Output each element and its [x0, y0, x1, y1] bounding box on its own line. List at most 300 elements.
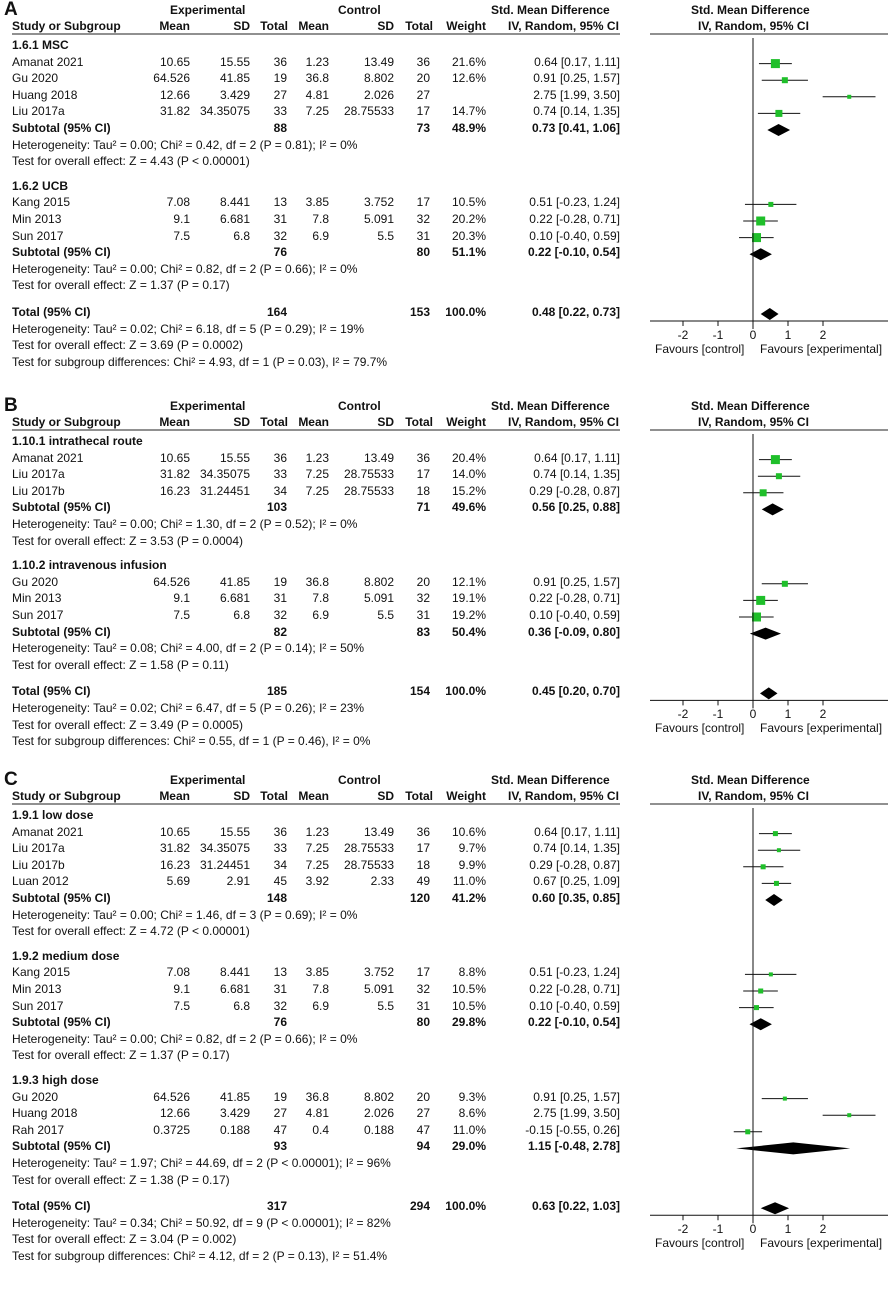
effect-box [777, 848, 781, 852]
footer-statistic: Test for overall effect: Z = 3.04 (P = 0.002) [12, 1232, 237, 1247]
cell-c-sd: 13.49 [363, 824, 394, 839]
cell-c-total: 20 [416, 1089, 430, 1104]
cell-ci: 0.91 [0.25, 1.57] [533, 71, 620, 86]
subtotal-ci: 0.73 [0.41, 1.06] [531, 121, 620, 135]
cell-e-sd: 34.35075 [199, 841, 250, 856]
subtotal-exp-total: 76 [273, 1015, 287, 1030]
exp-total-header: Total [260, 19, 288, 33]
study-column-header: Study or Subgroup [12, 415, 121, 429]
cell-e-mean: 9.1 [173, 591, 190, 606]
cell-c-total: 17 [416, 841, 430, 856]
cell-e-total: 36 [273, 450, 287, 465]
cell-c-sd: 3.752 [363, 195, 394, 210]
cell-c-mean: 7.25 [305, 104, 329, 119]
effect-box [761, 864, 766, 869]
cell-c-sd: 2.026 [363, 87, 394, 102]
cell-e-mean: 9.1 [173, 212, 190, 226]
cell-e-sd: 3.429 [219, 1106, 250, 1121]
effect-box [782, 581, 788, 587]
effect-box [847, 95, 851, 99]
cell-ci: 0.67 [0.25, 1.09] [533, 874, 620, 889]
cell-c-total: 18 [416, 857, 430, 872]
cell-e-total: 31 [273, 212, 287, 226]
smd-plot-header: Std. Mean Difference [691, 399, 810, 413]
cell-c-sd: 0.188 [363, 1122, 394, 1137]
cell-e-mean: 64.526 [153, 574, 190, 589]
cell-weight: 20.3% [451, 228, 486, 243]
study-name: Liu 2017a [12, 104, 65, 119]
favours-control-label: Favours [control] [655, 342, 745, 356]
subtotal-exp-total: 93 [273, 1139, 287, 1154]
cell-weight: 14.0% [451, 467, 486, 482]
subtotal-weight: 50.4% [451, 624, 486, 639]
exp-sd-header: SD [233, 789, 250, 803]
subtotal-diamond [767, 124, 790, 136]
cell-ci: 2.75 [1.99, 3.50] [533, 1106, 620, 1121]
forest-plot-a [0, 0, 892, 388]
method-header: IV, Random, 95% CI [508, 415, 619, 429]
total-ci: 0.45 [0.20, 0.70] [531, 684, 620, 699]
effect-box [754, 1005, 759, 1010]
total-label: Total (95% CI) [12, 684, 91, 699]
cell-c-total: 31 [416, 228, 430, 243]
effect-box [771, 455, 780, 464]
subgroup-overall-effect: Test for overall effect: Z = 4.72 (P < 0.00001) [12, 924, 250, 939]
cell-c-total: 32 [416, 212, 430, 226]
cell-c-mean: 0.4 [312, 1122, 329, 1137]
smd-plot-header: Std. Mean Difference [691, 773, 810, 787]
panel-letter: A [4, 0, 18, 20]
study-column-header: Study or Subgroup [12, 19, 121, 33]
favours-control-label: Favours [control] [655, 721, 745, 736]
axis-tick-label: 1 [784, 328, 792, 342]
study-name: Luan 2012 [12, 874, 69, 889]
cell-e-mean: 31.82 [159, 841, 190, 856]
method-header: IV, Random, 95% CI [508, 789, 619, 803]
cell-e-sd: 6.8 [233, 998, 250, 1013]
study-name: Rah 2017 [12, 1122, 65, 1137]
total-weight: 100.0% [445, 1199, 486, 1214]
cell-ci: 0.64 [0.17, 1.11] [534, 450, 620, 465]
cell-e-total: 19 [273, 71, 287, 86]
effect-box [745, 1129, 750, 1134]
cell-e-mean: 12.66 [159, 1106, 190, 1121]
exp-mean-header: Mean [159, 19, 190, 33]
study-name: Liu 2017b [12, 857, 65, 872]
cell-c-total: 17 [416, 467, 430, 482]
favours-experimental-label: Favours [experimental] [760, 342, 883, 356]
subtotal-exp-total: 76 [273, 245, 287, 260]
cell-c-sd: 5.5 [377, 998, 394, 1013]
total-label: Total (95% CI) [12, 1199, 91, 1214]
cell-e-mean: 0.3725 [153, 1122, 190, 1137]
cell-c-total: 17 [416, 195, 430, 210]
subgroup-heterogeneity: Heterogeneity: Tau² = 0.00; Chi² = 1.46, df = 3 (P = 0.69); I² = 0% [12, 907, 358, 922]
cell-ci: 0.51 [-0.23, 1.24] [529, 965, 620, 980]
cell-e-total: 19 [273, 1089, 287, 1104]
experimental-header: Experimental [170, 399, 246, 413]
cell-e-total: 36 [273, 824, 287, 839]
cell-c-total: 31 [416, 998, 430, 1013]
cell-c-total: 17 [416, 965, 430, 980]
cell-c-mean: 7.8 [312, 212, 329, 226]
subgroup-overall-effect: Test for overall effect: Z = 1.37 (P = 0.17) [12, 278, 230, 293]
total-weight: 100.0% [445, 684, 486, 699]
cell-ci: 0.10 [-0.40, 0.59] [529, 608, 620, 622]
cell-weight: 9.7% [458, 841, 486, 856]
cell-c-mean: 3.85 [305, 195, 329, 210]
cell-e-total: 32 [273, 608, 287, 622]
exp-mean-header: Mean [159, 415, 190, 429]
cell-e-sd: 6.681 [219, 212, 250, 226]
subgroup-overall-effect: Test for overall effect: Z = 1.37 (P = 0.17) [12, 1048, 230, 1063]
footer-statistic: Test for overall effect: Z = 3.49 (P = 0.0005) [12, 717, 244, 732]
subtotal-ctrl-total: 94 [416, 1139, 430, 1154]
ctrl-sd-header: SD [377, 19, 394, 33]
cell-c-mean: 7.25 [305, 483, 329, 498]
cell-e-total: 33 [273, 467, 287, 482]
total-weight: 100.0% [445, 305, 486, 319]
total-ctrl-total: 154 [409, 684, 430, 699]
total-diamond [761, 1202, 789, 1214]
ctrl-sd-header: SD [377, 789, 394, 803]
total-ctrl-total: 153 [409, 305, 430, 319]
total-exp-total: 317 [266, 1199, 287, 1214]
footer-statistic: Test for overall effect: Z = 3.69 (P = 0.0002) [12, 338, 244, 353]
cell-c-total: 27 [416, 1106, 430, 1121]
cell-e-sd: 6.8 [233, 608, 250, 622]
cell-c-total: 18 [416, 483, 430, 498]
cell-ci: 0.22 [-0.28, 0.71] [529, 212, 620, 226]
cell-c-mean: 36.8 [305, 1089, 329, 1104]
subtotal-label: Subtotal (95% CI) [12, 500, 111, 515]
subgroup-title: 1.6.1 MSC [12, 38, 69, 52]
cell-e-sd: 41.85 [219, 1089, 250, 1104]
cell-e-sd: 3.429 [219, 87, 250, 102]
cell-c-total: 49 [416, 874, 430, 889]
subgroup-overall-effect: Test for overall effect: Z = 4.43 (P < 0.00001) [12, 154, 250, 169]
cell-e-mean: 16.23 [159, 857, 190, 872]
subtotal-label: Subtotal (95% CI) [12, 245, 111, 260]
cell-c-mean: 1.23 [305, 450, 329, 465]
panel-letter: C [4, 769, 18, 790]
cell-weight: 10.6% [451, 824, 486, 839]
subtotal-diamond [762, 503, 784, 515]
weight-header: Weight [446, 19, 486, 33]
study-name: Sun 2017 [12, 608, 64, 622]
study-name: Gu 2020 [12, 71, 59, 86]
cell-c-total: 32 [416, 982, 430, 996]
cell-c-sd: 5.091 [363, 212, 394, 226]
cell-e-sd: 41.85 [219, 574, 250, 589]
subgroup-title: 1.9.2 medium dose [12, 948, 120, 963]
cell-c-total: 27 [416, 87, 430, 102]
study-name: Kang 2015 [12, 965, 71, 980]
axis-tick-label: -1 [712, 707, 724, 722]
total-exp-total: 185 [266, 684, 287, 699]
cell-e-sd: 2.91 [226, 874, 250, 889]
cell-e-mean: 9.1 [173, 982, 190, 996]
subtotal-ctrl-total: 120 [409, 891, 430, 905]
study-name: Liu 2017b [12, 483, 65, 498]
total-exp-total: 164 [266, 305, 287, 319]
axis-tick-label: 0 [749, 707, 757, 722]
study-name: Amanat 2021 [12, 824, 84, 839]
cell-e-mean: 12.66 [159, 87, 190, 102]
subtotal-weight: 48.9% [451, 121, 486, 135]
ctrl-sd-header: SD [377, 415, 394, 429]
cell-c-mean: 1.23 [305, 824, 329, 839]
effect-box [760, 489, 767, 496]
cell-e-sd: 31.24451 [199, 857, 250, 872]
effect-box [769, 972, 773, 976]
cell-e-total: 19 [273, 574, 287, 589]
cell-c-sd: 8.802 [363, 574, 394, 589]
cell-c-total: 31 [416, 608, 430, 622]
subtotal-ci: 0.22 [-0.10, 0.54] [527, 1015, 620, 1030]
cell-e-sd: 34.35075 [199, 467, 250, 482]
cell-e-sd: 34.35075 [199, 104, 250, 119]
ctrl-mean-header: Mean [298, 415, 329, 429]
subgroup-heterogeneity: Heterogeneity: Tau² = 1.97; Chi² = 44.69, df = 2 (P < 0.00001); I² = 96% [12, 1156, 391, 1170]
cell-c-sd: 28.75533 [343, 467, 394, 482]
cell-e-mean: 7.08 [166, 195, 190, 210]
cell-weight: 9.3% [458, 1089, 486, 1104]
cell-c-total: 20 [416, 574, 430, 589]
subtotal-ci: 0.36 [-0.09, 0.80] [527, 624, 620, 639]
axis-tick-label: -2 [677, 328, 689, 342]
cell-c-mean: 7.25 [305, 841, 329, 856]
cell-c-mean: 6.9 [312, 998, 329, 1013]
effect-box [771, 59, 780, 68]
cell-weight: 10.5% [451, 998, 486, 1013]
subtotal-ctrl-total: 73 [416, 121, 430, 135]
cell-e-mean: 10.65 [159, 54, 190, 69]
exp-mean-header: Mean [159, 789, 190, 803]
subgroup-heterogeneity: Heterogeneity: Tau² = 0.00; Chi² = 1.30, df = 2 (P = 0.52); I² = 0% [12, 517, 358, 531]
cell-weight: 12.1% [451, 574, 486, 589]
cell-c-mean: 36.8 [305, 71, 329, 86]
cell-ci: 2.75 [1.99, 3.50] [533, 87, 620, 102]
ctrl-mean-header: Mean [298, 789, 329, 803]
cell-e-mean: 7.08 [166, 965, 190, 980]
subgroup-heterogeneity: Heterogeneity: Tau² = 0.00; Chi² = 0.42, df = 2 (P = 0.81); I² = 0% [12, 137, 358, 152]
cell-c-sd: 8.802 [363, 71, 394, 86]
study-column-header: Study or Subgroup [12, 789, 121, 803]
axis-tick-label: -2 [677, 707, 689, 722]
subtotal-ctrl-total: 80 [416, 245, 430, 260]
forest-plot-c [0, 770, 892, 1296]
cell-c-mean: 6.9 [312, 228, 329, 243]
exp-total-header: Total [260, 789, 288, 803]
cell-e-mean: 7.5 [173, 228, 190, 243]
subtotal-ci: 1.15 [-0.48, 2.78] [527, 1139, 620, 1154]
cell-e-total: 45 [273, 874, 287, 889]
control-header: Control [338, 3, 381, 17]
axis-tick-label: 0 [749, 1222, 757, 1237]
cell-weight: 15.2% [451, 483, 486, 498]
cell-weight: 10.5% [451, 195, 486, 210]
cell-e-total: 13 [273, 195, 287, 210]
cell-weight: 20.2% [451, 212, 486, 226]
subgroup-title: 1.10.1 intrathecal route [12, 434, 143, 448]
study-name: Liu 2017a [12, 467, 65, 482]
cell-c-sd: 5.091 [363, 591, 394, 606]
subgroup-title: 1.9.3 high dose [12, 1073, 99, 1087]
cell-c-mean: 7.8 [312, 591, 329, 606]
cell-e-total: 32 [273, 228, 287, 243]
ctrl-total-header: Total [405, 789, 433, 803]
total-label: Total (95% CI) [12, 305, 91, 319]
cell-e-total: 33 [273, 841, 287, 856]
subtotal-exp-total: 103 [266, 500, 287, 515]
subtotal-exp-total: 148 [266, 891, 287, 905]
axis-tick-label: 2 [819, 1222, 827, 1237]
favours-experimental-label: Favours [experimental] [760, 1236, 883, 1251]
subtotal-weight: 41.2% [451, 891, 486, 905]
method-plot-header: IV, Random, 95% CI [698, 789, 809, 803]
study-name: Min 2013 [12, 212, 62, 226]
cell-c-sd: 13.49 [363, 54, 394, 69]
weight-header: Weight [446, 415, 486, 429]
subtotal-ctrl-total: 83 [416, 624, 430, 639]
ctrl-total-header: Total [405, 415, 433, 429]
cell-c-mean: 1.23 [305, 54, 329, 69]
cell-c-total: 36 [416, 450, 430, 465]
cell-c-sd: 3.752 [363, 965, 394, 980]
favours-experimental-label: Favours [experimental] [760, 721, 883, 736]
cell-e-mean: 5.69 [166, 874, 190, 889]
study-name: Liu 2017a [12, 841, 65, 856]
cell-ci: 0.74 [0.14, 1.35] [533, 104, 620, 119]
cell-c-sd: 8.802 [363, 1089, 394, 1104]
cell-e-sd: 8.441 [219, 195, 250, 210]
subtotal-ctrl-total: 71 [416, 500, 430, 515]
cell-c-sd: 28.75533 [343, 841, 394, 856]
cell-c-total: 32 [416, 591, 430, 606]
ctrl-mean-header: Mean [298, 19, 329, 33]
smd-header: Std. Mean Difference [491, 3, 610, 17]
study-name: Sun 2017 [12, 998, 64, 1013]
cell-ci: 0.64 [0.17, 1.11] [534, 54, 620, 69]
cell-e-total: 36 [273, 54, 287, 69]
axis-tick-label: 1 [784, 1222, 792, 1237]
effect-box [776, 473, 782, 479]
cell-weight: 19.1% [451, 591, 486, 606]
exp-total-header: Total [260, 415, 288, 429]
cell-e-sd: 8.441 [219, 965, 250, 980]
cell-e-mean: 7.5 [173, 998, 190, 1013]
cell-e-total: 34 [273, 857, 287, 872]
cell-ci: 0.29 [-0.28, 0.87] [529, 857, 620, 872]
cell-e-total: 31 [273, 591, 287, 606]
axis-tick-label: 2 [819, 707, 827, 722]
subtotal-ci: 0.60 [0.35, 0.85] [531, 891, 620, 905]
subtotal-exp-total: 82 [273, 624, 287, 639]
effect-box [758, 989, 763, 994]
footer-statistic: Test for subgroup differences: Chi² = 4.93, df = 1 (P = 0.03), I² = 79.7% [12, 354, 388, 369]
forest-plot-b [0, 396, 892, 766]
method-header: IV, Random, 95% CI [508, 19, 619, 33]
cell-c-sd: 2.33 [370, 874, 394, 889]
cell-weight: 11.0% [452, 1122, 486, 1137]
total-diamond [761, 308, 779, 320]
cell-c-mean: 7.25 [305, 467, 329, 482]
cell-c-total: 36 [416, 54, 430, 69]
cell-e-total: 32 [273, 998, 287, 1013]
cell-e-total: 27 [273, 87, 287, 102]
cell-e-mean: 31.82 [159, 467, 190, 482]
cell-ci: 0.10 [-0.40, 0.59] [529, 228, 620, 243]
footer-statistic: Heterogeneity: Tau² = 0.34; Chi² = 50.92, df = 9 (P < 0.00001); I² = 82% [12, 1215, 391, 1230]
axis-tick-label: -1 [712, 1222, 724, 1237]
control-header: Control [338, 773, 381, 787]
cell-c-mean: 36.8 [305, 574, 329, 589]
favours-control-label: Favours [control] [655, 1236, 745, 1251]
axis-tick-label: 1 [784, 707, 792, 722]
cell-e-sd: 0.188 [219, 1122, 250, 1137]
cell-e-total: 47 [273, 1122, 287, 1137]
cell-ci: -0.15 [-0.55, 0.26] [525, 1122, 620, 1137]
cell-ci: 0.74 [0.14, 1.35] [533, 841, 620, 856]
axis-tick-label: -2 [677, 1222, 689, 1237]
cell-c-mean: 4.81 [305, 87, 329, 102]
subtotal-ctrl-total: 80 [416, 1015, 430, 1030]
footer-statistic: Test for subgroup differences: Chi² = 0.55, df = 1 (P = 0.46), I² = 0% [12, 734, 371, 749]
cell-e-total: 34 [273, 483, 287, 498]
cell-e-mean: 10.65 [159, 450, 190, 465]
cell-ci: 0.22 [-0.28, 0.71] [529, 591, 620, 606]
subtotal-exp-total: 88 [273, 121, 287, 135]
cell-c-sd: 28.75533 [343, 483, 394, 498]
effect-box [774, 881, 779, 886]
subgroup-title: 1.10.2 intravenous infusion [12, 558, 167, 573]
control-header: Control [338, 399, 381, 413]
cell-e-mean: 31.82 [159, 104, 190, 119]
cell-weight: 20.4% [451, 450, 486, 465]
study-name: Min 2013 [12, 982, 62, 996]
cell-ci: 0.10 [-0.40, 0.59] [529, 998, 620, 1013]
footer-statistic: Test for subgroup differences: Chi² = 4.12, df = 2 (P = 0.13), I² = 51.4% [12, 1249, 388, 1263]
cell-e-sd: 15.55 [219, 54, 250, 69]
effect-box [756, 596, 765, 605]
subtotal-label: Subtotal (95% CI) [12, 624, 111, 639]
subtotal-ci: 0.56 [0.25, 0.88] [531, 500, 620, 515]
cell-c-total: 36 [416, 824, 430, 839]
subgroup-heterogeneity: Heterogeneity: Tau² = 0.00; Chi² = 0.82, df = 2 (P = 0.66); I² = 0% [12, 1031, 358, 1046]
effect-box [775, 110, 782, 117]
cell-e-mean: 64.526 [153, 71, 190, 86]
subtotal-label: Subtotal (95% CI) [12, 1015, 111, 1030]
cell-weight: 10.5% [451, 982, 486, 996]
panel-letter: B [4, 395, 18, 416]
cell-e-sd: 41.85 [219, 71, 250, 86]
smd-header: Std. Mean Difference [491, 773, 610, 787]
cell-e-mean: 64.526 [153, 1089, 190, 1104]
cell-c-sd: 5.091 [363, 982, 394, 996]
cell-c-sd: 2.026 [363, 1106, 394, 1121]
cell-ci: 0.29 [-0.28, 0.87] [529, 483, 620, 498]
cell-c-total: 20 [416, 71, 430, 86]
footer-statistic: Heterogeneity: Tau² = 0.02; Chi² = 6.18, df = 5 (P = 0.29); I² = 19% [12, 321, 365, 336]
method-plot-header: IV, Random, 95% CI [698, 19, 809, 33]
effect-box [756, 217, 765, 226]
cell-c-mean: 3.92 [305, 874, 329, 889]
experimental-header: Experimental [170, 3, 246, 17]
cell-e-sd: 6.8 [233, 228, 250, 243]
method-plot-header: IV, Random, 95% CI [698, 415, 809, 429]
cell-ci: 0.91 [0.25, 1.57] [533, 574, 620, 589]
